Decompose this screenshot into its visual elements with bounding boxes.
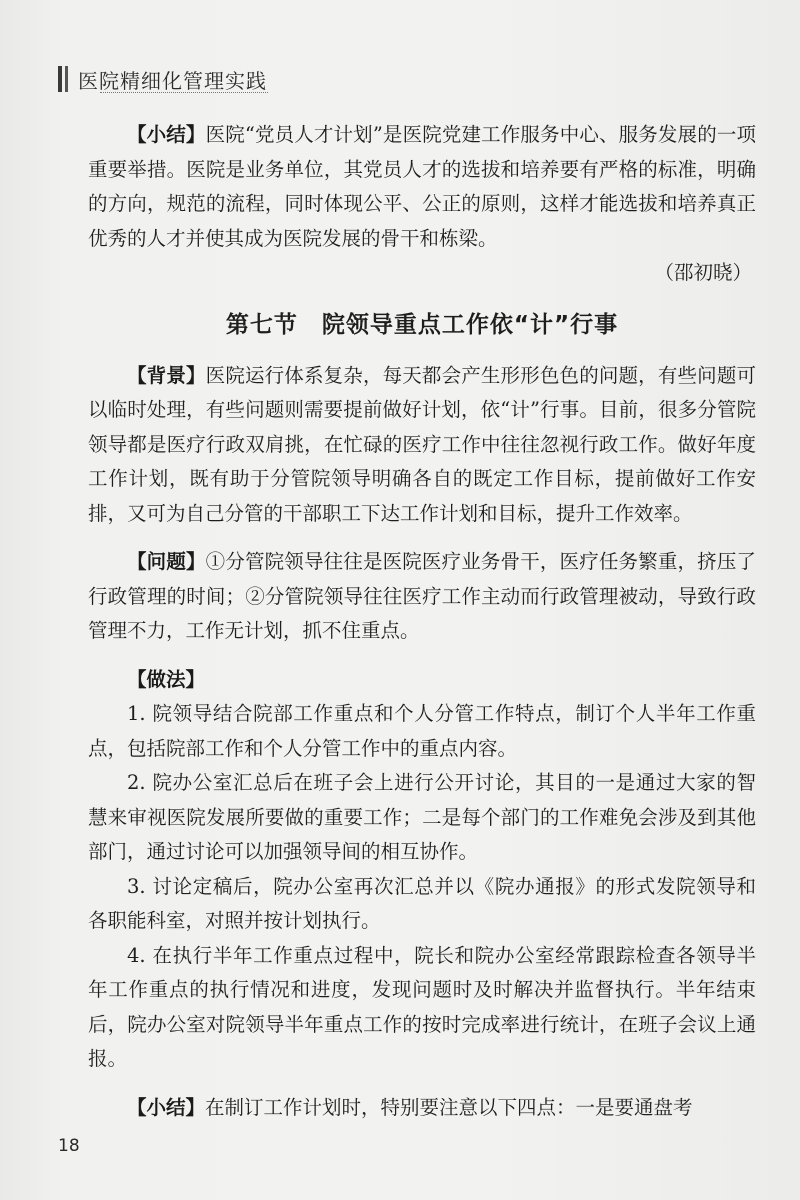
method-item: 2. 院办公室汇总后在班子会上进行公开讨论，其目的一是通过大家的智慧来审视医院发展所要做的重要工作；二是每个部门的工作难免会涉及到其他部门，通过讨论可以加强领导间的相互协作。 [88, 771, 756, 863]
method-label: 【做法】 [127, 667, 206, 691]
method-heading [88, 663, 756, 698]
summary-paragraph-2 [88, 1091, 756, 1126]
page-number: 18 [58, 1136, 80, 1156]
header-rule [100, 92, 268, 93]
method-item: 3. 讨论定稿后，院办公室再次汇总并以《院办通报》的形式发院领导和各职能科室，对照并按计划执行。 [88, 874, 756, 932]
summary-text-2: 在制订工作计划时，特别要注意以下四点：一是要通盘考 [205, 1095, 693, 1119]
section-title: 第七节 院领导重点工作依“计”行事 [225, 311, 619, 338]
summary-text: 医院“党员人才计划”是医院党建工作服务中心、服务发展的一项重要举措。医院是业务单位，其党员人才的选拔和培养要有严格的标准，明确的方向，规范的流程，同时体现公平、公正的原则，这样才能选拔和培养真正优秀的人才并使其成为医院发展的骨干和栋梁。 [88, 123, 756, 250]
author-signature: （邵初晓） [654, 261, 752, 284]
summary-label-2: 【小结】 [127, 1095, 206, 1119]
header-bars-icon [58, 66, 68, 92]
background-paragraph [88, 359, 756, 532]
method-item: 4. 在执行半年工作重点过程中，院长和院办公室经常跟踪检查各领导半年工作重点的执行情况和进度，发现问题时及时解决并监督执行。半年结束后，院办公室对院领导半年重点工作的按时完成率进行统计，在班子会议上通报。 [88, 943, 756, 1070]
book-title: 医院精细化管理实践 [78, 68, 267, 93]
background-text: 医院运行体系复杂，每天都会产生形形色色的问题，有些问题可以临时处理，有些问题则需要提前做好计划，依“计”行事。目前，很多分管院领导都是医疗行政双肩挑，在忙碌的医疗工作中往往忽视行政工作。做好年度工作计划，既有助于分管院领导明确各自的既定工作目标，提前做好工作安排，又可为自己分管的干部职工下达工作计划和目标，提升工作效率。 [88, 363, 756, 525]
background-label: 【背景】 [127, 363, 206, 387]
summary-label: 【小结】 [127, 123, 206, 146]
summary-paragraph [88, 118, 756, 256]
method-item: 1. 院领导结合院部工作重点和个人分管工作特点，制订个人半年工作重点，包括院部工作和个人分管工作中的重点内容。 [88, 702, 756, 760]
problem-label: 【问题】 [127, 550, 206, 573]
page-body [88, 118, 756, 1125]
problem-text: ①分管院领导往往是医院医疗业务骨干，医疗任务繁重，挤压了行政管理的时间；②分管院领导往往医疗工作主动而行政管理被动，导致行政管理不力，工作无计划，抓不住重点。 [88, 550, 756, 642]
problem-paragraph [88, 545, 756, 649]
running-header [58, 66, 267, 92]
